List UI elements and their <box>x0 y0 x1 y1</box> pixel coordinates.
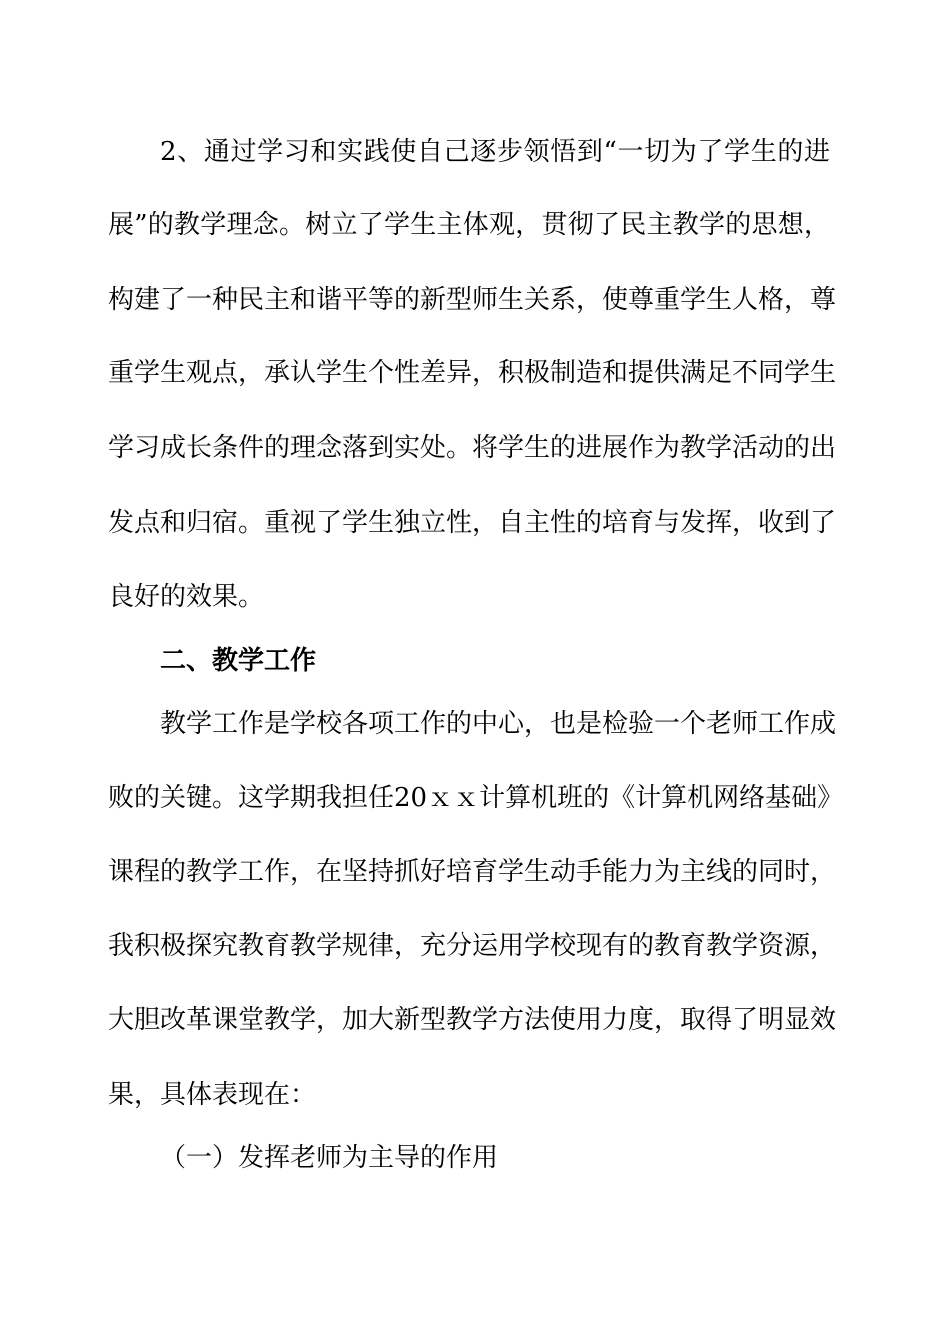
paragraph-2-line-3: 课程的教学工作，在坚持抓好培育学生动手能力为主线的同时， <box>108 857 837 887</box>
paragraph-1-line-4: 重学生观点，承认学生个性差异，积极制造和提供满足不同学生 <box>108 358 837 388</box>
paragraph-2-line-1: 教学工作是学校各项工作的中心，也是检验一个老师工作成 <box>160 709 837 739</box>
paragraph-1-line-7: 良好的效果。 <box>108 582 265 612</box>
paragraph-2-line-6: 果，具体表现在： <box>108 1080 317 1110</box>
paragraph-1-line-5: 学习成长条件的理念落到实处。将学生的进展作为教学活动的出 <box>108 433 837 463</box>
paragraph-2-line-4: 我积极探究教育教学规律，充分运用学校现有的教育教学资源， <box>108 931 837 961</box>
paragraph-2-line-2: 败的关键。这学期我担任20ｘｘ计算机班的《计算机网络基础》 <box>108 783 844 813</box>
paragraph-1-line-2: 展”的教学理念。树立了学生主体观，贯彻了民主教学的思想， <box>108 210 830 240</box>
paragraph-2-line-5: 大胆改革课堂教学，加大新型教学方法使用力度，取得了明显效 <box>108 1005 837 1035</box>
subsection-heading-teacher-role: （一）发挥老师为主导的作用 <box>160 1143 499 1173</box>
paragraph-1-line-6: 发点和归宿。重视了学生独立性，自主性的培育与发挥，收到了 <box>108 508 837 538</box>
paragraph-1-line-3: 构建了一种民主和谐平等的新型师生关系，使尊重学生人格，尊 <box>108 285 837 315</box>
paragraph-1-line-1: 2、通过学习和实践使自己逐步领悟到“一切为了学生的进 <box>160 137 830 167</box>
section-heading-teaching-work: 二、教学工作 <box>160 646 317 676</box>
